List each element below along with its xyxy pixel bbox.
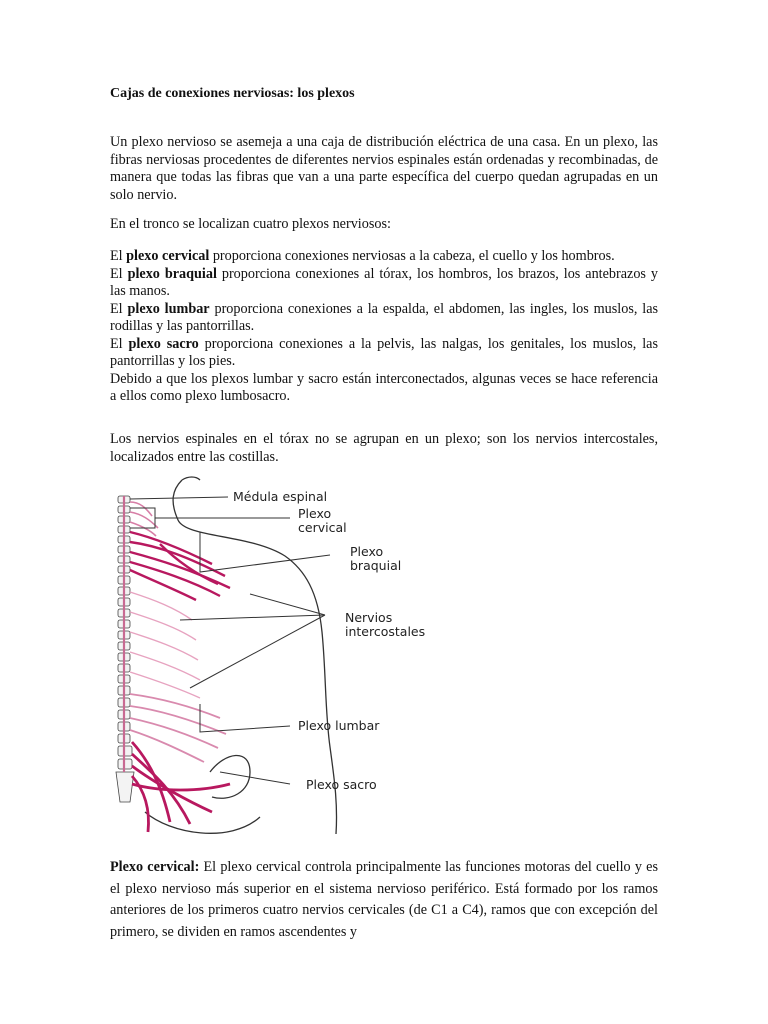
label-medula: Médula espinal xyxy=(233,489,328,504)
cervical-section-body: El plexo cervical controla principalmente las funciones motoras del cuello y es el plexo nervioso más superior en el sistema nervioso periférico. Está formado por los ramos anteriores de los primeros cuatro nervios cervicales (de C1 a C4), ramos que con excepción del primero, se dividen en ramos ascendentes y xyxy=(110,859,658,940)
intro-paragraph xyxy=(110,134,658,204)
cervical-plexus xyxy=(130,502,158,536)
brachial-plexus xyxy=(130,532,230,600)
label-braquial-2: braquial xyxy=(350,558,402,573)
plexos-list xyxy=(110,248,658,406)
item-prefix: El xyxy=(110,300,128,317)
plexo-term: plexo sacro xyxy=(128,335,199,352)
plexo-braquial-item xyxy=(110,266,658,301)
cervical-section xyxy=(110,857,658,943)
lumbar-plexus xyxy=(130,694,226,762)
plexo-lumbar-item xyxy=(110,301,658,336)
label-sacro: Plexo sacro xyxy=(306,777,377,792)
label-cervical-2: cervical xyxy=(298,520,347,535)
label-intercostales-2: intercostales xyxy=(345,624,426,639)
label-braquial-1: Plexo xyxy=(350,544,384,559)
plexo-sacro-item xyxy=(110,336,658,371)
label-cervical-1: Plexo xyxy=(298,506,332,521)
document-title: Cajas de conexiones nerviosas: los plexos xyxy=(110,86,355,101)
plexo-term: plexo lumbar xyxy=(127,300,210,317)
item-prefix: El xyxy=(110,248,127,264)
tronco-text: En el tronco se localizan cuatro plexos nerviosos: xyxy=(110,216,391,232)
item-prefix: El xyxy=(110,265,128,282)
intro-text: Un plexo nervioso se asemeja a una caja de distribución eléctrica de una casa. En un plexo, las fibras nerviosas procedentes de diferentes nervios espinales están ordenadas y recombinadas, de manera que todas las fibras que van a una parte específica del cuerpo quedan agrupadas en un solo nervio. xyxy=(110,134,658,203)
label-intercostales-1: Nervios xyxy=(345,610,393,625)
plexo-term: plexo braquial xyxy=(127,265,217,282)
plexo-desc: proporciona conexiones al tórax, los hombros, los brazos, los antebrazos y las manos. xyxy=(110,265,659,299)
interconnect-text: Debido a que los plexos lumbar y sacro están interconectados, algunas veces se hace referencia a ellos como plexo lumbosacro. xyxy=(110,370,658,404)
plexus-anatomy-figure xyxy=(100,472,460,847)
intercostal-nerves xyxy=(130,592,200,698)
tronco-paragraph xyxy=(110,216,658,234)
toracico-text: Los nervios espinales en el tórax no se agrupan en un plexo; son los nervios intercostales, localizados entre las costillas. xyxy=(110,431,658,465)
label-lumbar: Plexo lumbar xyxy=(298,718,380,733)
item-prefix: El xyxy=(110,335,129,352)
plexo-desc: proporciona conexiones a la pelvis, las nalgas, los genitales, los muslos, las pantorrillas y los pies. xyxy=(110,335,659,369)
sacral-plexus xyxy=(132,742,230,832)
plexo-term: plexo cervical xyxy=(126,248,210,264)
cervical-section-text xyxy=(110,857,658,943)
plexo-cervical-item xyxy=(110,248,658,266)
plexo-desc: proporciona conexiones nerviosas a la cabeza, el cuello y los hombros. xyxy=(209,248,615,264)
plexo-desc: proporciona conexiones a la espalda, el abdomen, las ingles, los muslos, las rodillas y las pantorrillas. xyxy=(110,300,659,334)
toracico-paragraph xyxy=(110,431,658,466)
cervical-section-term: Plexo cervical: xyxy=(110,859,200,875)
